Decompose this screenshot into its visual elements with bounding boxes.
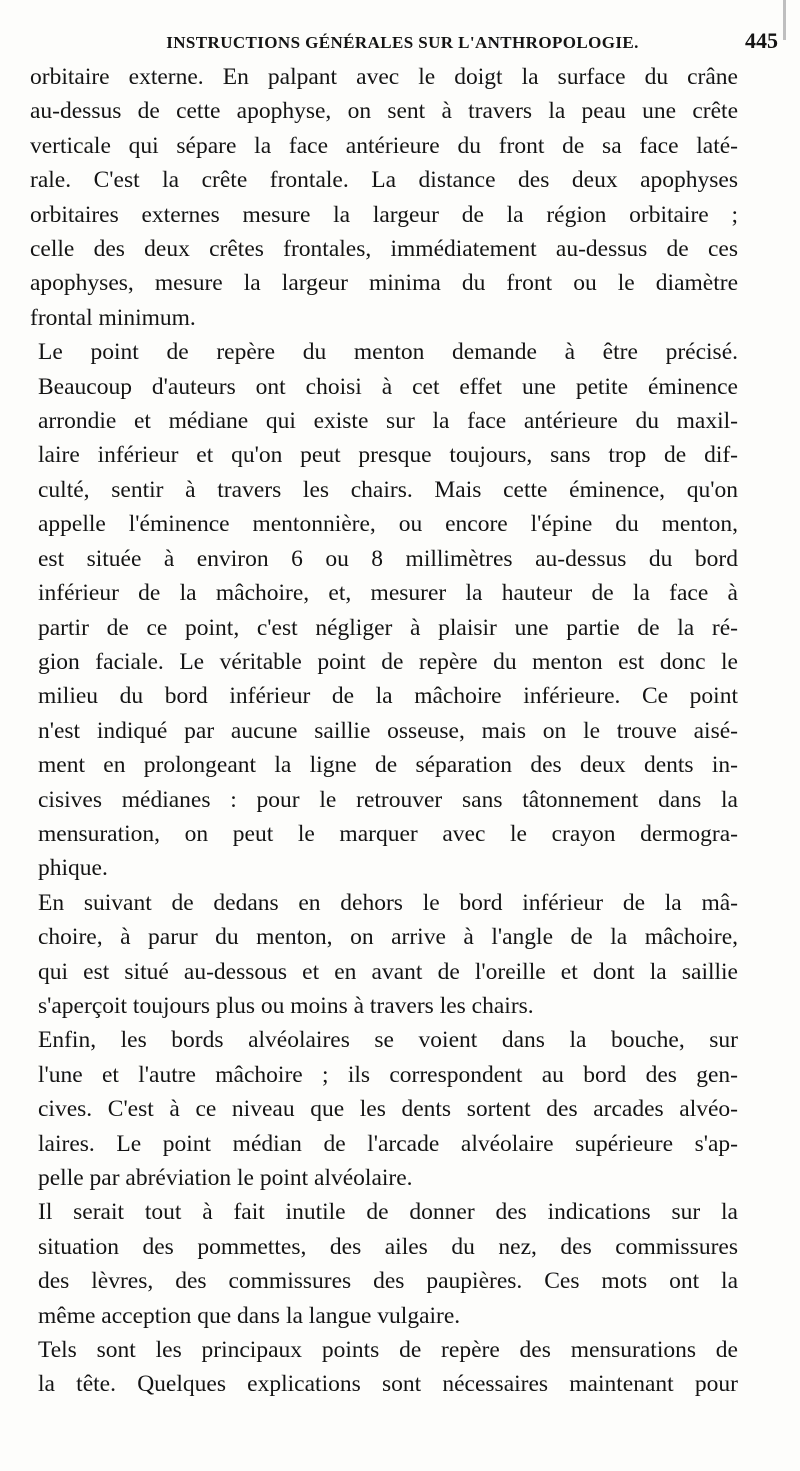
text-line: partir de ce point, c'est négliger à plaisir une partie de la ré-: [38, 614, 738, 641]
text-line: pelle par abréviation le point alvéolaire.: [38, 1165, 413, 1191]
text-line: choire, à parur du menton, on arrive à l'angle de la mâchoire,: [38, 924, 738, 951]
text-line: cisives médianes : pour le retrouver sans tâtonnement dans la: [38, 786, 738, 813]
paragraph-5: [30, 1195, 738, 1333]
paragraph-4: [30, 1023, 738, 1195]
text-line: Il serait tout à fait inutile de donner des indications sur la: [38, 1199, 738, 1226]
text-line: frontal minimum.: [30, 304, 196, 331]
text-line: ment en prolongeant la ligne de séparation des deux dents in-: [38, 752, 738, 779]
text-line: verticale qui sépare la face antérieure du front de sa face laté-: [30, 132, 738, 159]
paragraph-3: [30, 886, 738, 1024]
text-line: appelle l'éminence mentonnière, ou encore l'épine du menton,: [38, 511, 738, 538]
text-line: orbitaire externe. En palpant avec le doigt la surface du crâne: [30, 64, 738, 90]
text-line: milieu du bord inférieur de la mâchoire inférieure. Ce point: [38, 683, 738, 710]
text-line: apophyses, mesure la largeur minima du front ou le diamètre: [30, 270, 738, 297]
text-line: Beaucoup d'auteurs ont choisi à cet effet une petite éminence: [38, 373, 738, 400]
text-line: orbitaires externes mesure la largeur de la région orbitaire ;: [30, 201, 738, 228]
paragraph-6: [30, 1333, 738, 1402]
text-line: situation des pommettes, des ailes du nez, des commissures: [38, 1233, 738, 1260]
text-line: laire inférieur et qu'on peut presque toujours, sans trop de dif-: [38, 442, 738, 469]
text-line: arrondie et médiane qui existe sur la face antérieure du maxil-: [38, 408, 738, 435]
text-line: au-dessus de cette apophyse, on sent à travers la peau une crête: [30, 98, 738, 125]
running-head: [30, 28, 778, 56]
running-title: INSTRUCTIONS GÉNÉRALES SUR L'ANTHROPOLOGIE.: [166, 33, 639, 52]
scan-edge-mark: [783, 0, 786, 40]
text-line: n'est indiqué par aucune saillie osseuse, mais on le trouve aisé-: [38, 717, 738, 744]
text-line: s'aperçoit toujours plus ou moins à travers les chairs.: [38, 992, 534, 1019]
text-line: rale. C'est la crête frontale. La distance des deux apophyses: [30, 167, 738, 194]
text-line: Tels sont les principaux points de repère des mensurations de: [38, 1337, 738, 1364]
text-line: culté, sentir à travers les chairs. Mais cette éminence, qu'on: [38, 476, 738, 503]
text-line: cives. C'est à ce niveau que les dents sortent des arcades alvéo-: [38, 1096, 738, 1123]
paragraph-1: [30, 60, 738, 335]
text-line: inférieur de la mâchoire, et, mesurer la hauteur de la face à: [38, 580, 738, 607]
text-line: l'une et l'autre mâchoire ; ils correspondent au bord des gen-: [38, 1061, 738, 1088]
text-line: Le point de repère du menton demande à être précisé.: [38, 339, 738, 366]
text-line: En suivant de dedans en dehors le bord inférieur de la mâ-: [38, 889, 738, 916]
text-line: est située à environ 6 ou 8 millimètres au-dessus du bord: [38, 545, 738, 572]
text-line: la tête. Quelques explications sont nécessaires maintenant pour: [38, 1371, 738, 1398]
text-line: qui est situé au-dessous et en avant de l'oreille et dont la saillie: [38, 958, 738, 985]
text-line: mensuration, on peut le marquer avec le crayon dermogra-: [38, 820, 738, 847]
text-line: des lèvres, des commissures des paupières. Ces mots ont la: [38, 1268, 738, 1295]
page-number: 445: [745, 28, 778, 53]
text-line: même acception que dans la langue vulgaire.: [38, 1302, 461, 1329]
body-text: [30, 60, 738, 1402]
text-line: Enfin, les bords alvéolaires se voient dans la bouche, sur: [38, 1027, 738, 1054]
text-line: celle des deux crêtes frontales, immédiatement au-dessus de ces: [30, 236, 738, 263]
paragraph-2: [30, 335, 738, 886]
text-line: gion faciale. Le véritable point de repère du menton est donc le: [38, 648, 738, 675]
text-line: laires. Le point médian de l'arcade alvéolaire supérieure s'ap-: [38, 1130, 738, 1157]
text-line: phique.: [38, 855, 108, 882]
